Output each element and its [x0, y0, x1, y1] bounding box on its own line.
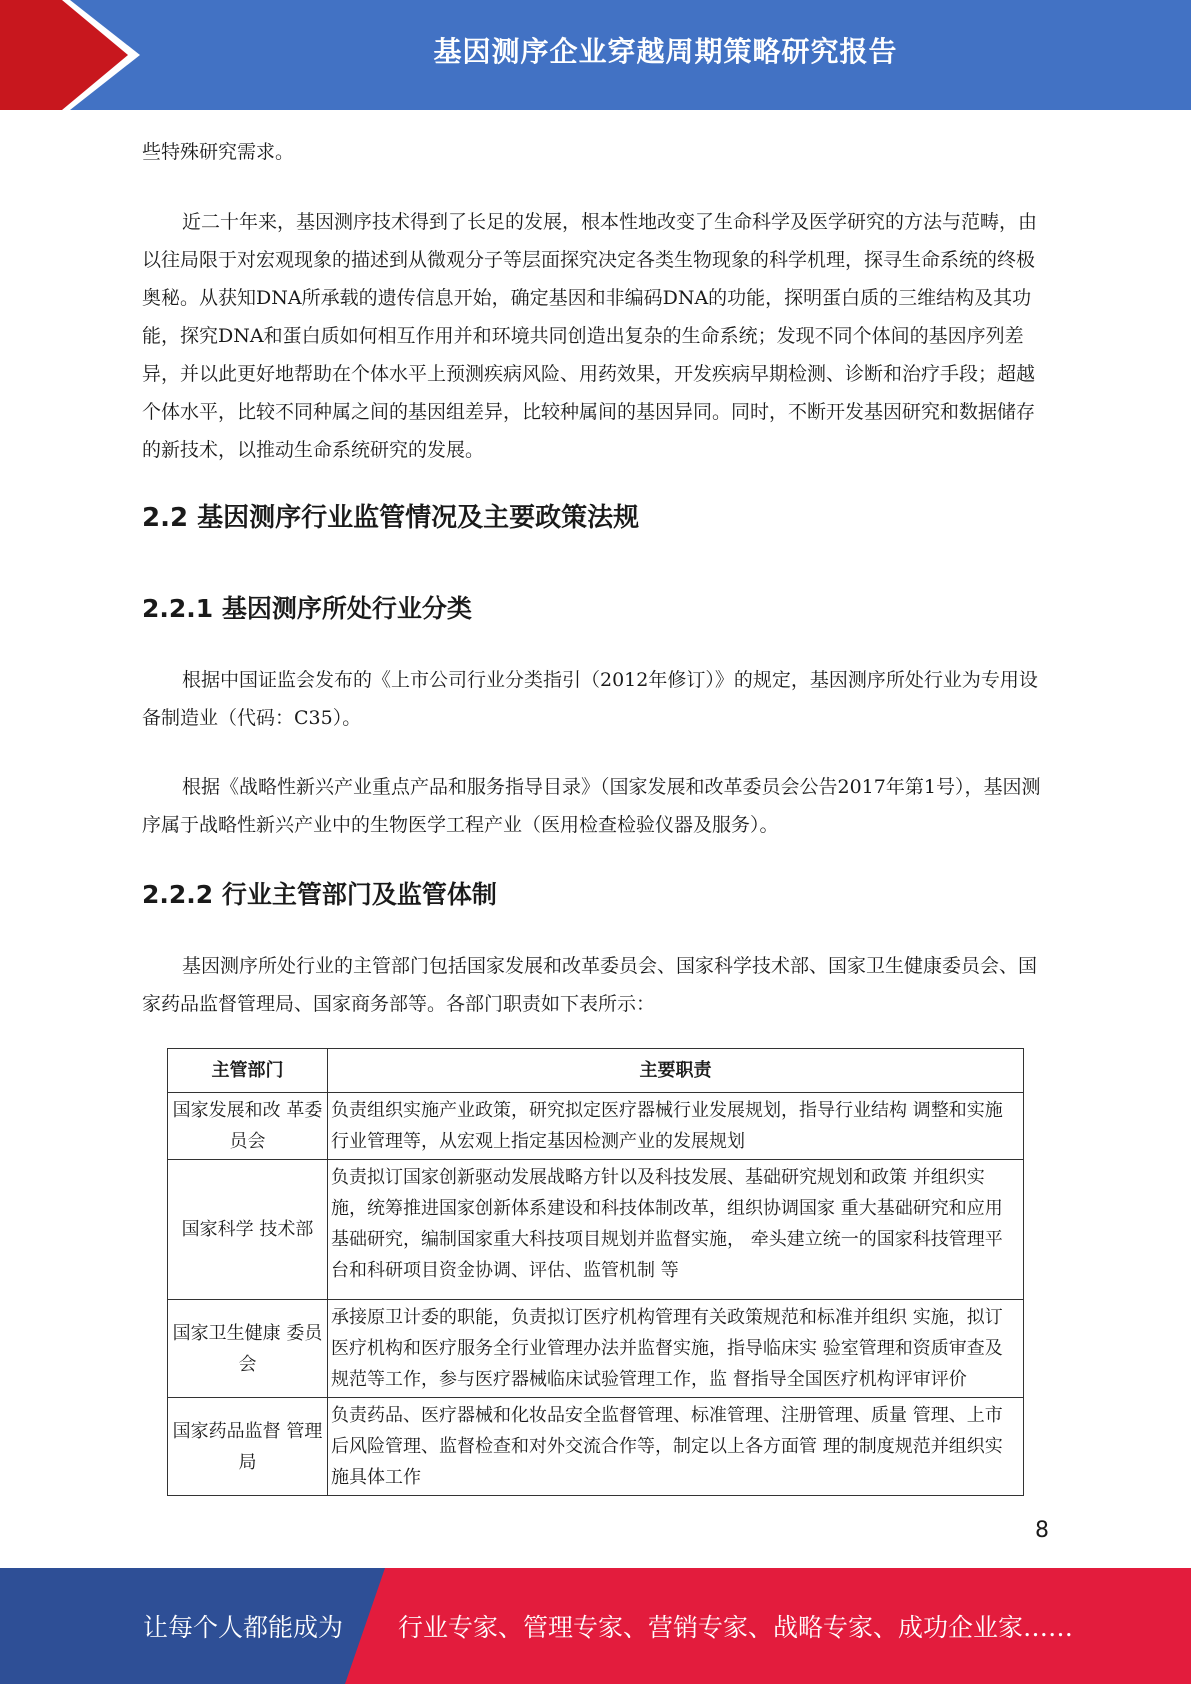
table-cell-dept: 国家卫生健康 委员会: [168, 1300, 328, 1398]
table-cell-dept: 国家发展和改 革委员会: [168, 1093, 328, 1160]
regulator-table: [167, 1048, 1024, 1496]
body-text-classification: [142, 661, 1047, 737]
section-heading-2-2-2: 2.2.2 行业主管部门及监管体制: [142, 880, 497, 909]
paragraph: 些特殊研究需求。: [142, 141, 295, 163]
table-row: [168, 1160, 1024, 1300]
table-row: [168, 1093, 1024, 1160]
table-cell-duty: 负责拟订国家创新驱动发展战略方针以及科技发展、基础研究规划和政策 并组织实施，统筹推进国家创新体系建设和科技体制改革，组织协调国家 重大基础研究和应用基础研究，编制国家重大科技项目规划并监督实施， 牵头建立统一的国家科技管理平台和科研项目资金协调、评估、监管机制 等: [328, 1160, 1024, 1300]
paragraph: 根据《战略性新兴产业重点产品和服务指导目录》（国家发展和改革委员会公告2017年第1号），基因测序属于战略性新兴产业中的生物医学工程产业（医用检查检验仪器及服务）。: [142, 776, 1041, 836]
table-cell-dept: 国家科学 技术部: [168, 1160, 328, 1300]
section-heading-2-2-1: 2.2.1 基因测序所处行业分类: [142, 594, 472, 623]
header-arrow-logo: [0, 0, 160, 110]
page-header: [0, 0, 1191, 110]
body-text-catalog: [142, 768, 1047, 844]
paragraph: 根据中国证监会发布的《上市公司行业分类指引（2012年修订）》的规定，基因测序所处行业为专用设备制造业（代码：C35）。: [142, 669, 1038, 729]
section-heading-2-2: 2.2 基因测序行业监管情况及主要政策法规: [142, 503, 640, 533]
body-text-top: [142, 133, 1047, 171]
table-row: [168, 1300, 1024, 1398]
table-cell-duty: 负责药品、医疗器械和化妆品安全监督管理、标准管理、注册管理、质量 管理、上市后风险管理、监督检查和对外交流合作等，制定以上各方面管 理的制度规范并组织实施具体工作: [328, 1398, 1024, 1496]
page-number: 8: [1035, 1518, 1049, 1543]
body-text-departments: [142, 947, 1047, 1023]
table-cell-dept: 国家药品监督 管理局: [168, 1398, 328, 1496]
paragraph: 近二十年来，基因测序技术得到了长足的发展，根本性地改变了生命科学及医学研究的方法与范畴，由以往局限于对宏观现象的描述到从微观分子等层面探究决定各类生物现象的科学机理，探寻生命系统的终极奥秘。从获知DNA所承载的遗传信息开始，确定基因和非编码DNA的功能，探明蛋白质的三维结构及其功能，探究DNA和蛋白质如何相互作用并和环境共同创造出复杂的生命系统；发现不同个体间的基因序列差异，并以此更好地帮助在个体水平上预测疾病风险、用药效果，开发疾病早期检测、诊断和治疗手段；超越个体水平，比较不同种属之间的基因组差异，比较种属间的基因异同。同时，不断开发基因研究和数据储存的新技术，以推动生命系统研究的发展。: [142, 211, 1038, 461]
footer-slogan-left: 让每个人都能成为: [143, 1613, 344, 1642]
table-header-row: [168, 1049, 1024, 1093]
table-header-cell: 主要职责: [328, 1049, 1024, 1093]
table-header-cell: 主管部门: [168, 1049, 328, 1093]
footer-slogan-right: 行业专家、管理专家、营销专家、战略专家、成功企业家……: [398, 1613, 1074, 1642]
table-cell-duty: 负责组织实施产业政策，研究拟定医疗器械行业发展规划，指导行业结构 调整和实施行业管理等，从宏观上指定基因检测产业的发展规划: [328, 1093, 1024, 1160]
paragraph: 基因测序所处行业的主管部门包括国家发展和改革委员会、国家科学技术部、国家卫生健康委员会、国家药品监督管理局、国家商务部等。各部门职责如下表所示：: [142, 955, 1038, 1015]
table-row: [168, 1398, 1024, 1496]
page-footer: [0, 1568, 1191, 1684]
report-title: 基因测序企业穿越周期策略研究报告: [433, 35, 898, 68]
body-text-intro: [142, 203, 1047, 469]
table-cell-duty: 承接原卫计委的职能，负责拟订医疗机构管理有关政策规范和标准并组织 实施，拟订医疗机构和医疗服务全行业管理办法并监督实施，指导临床实 验室管理和资质审查及规范等工作，参与医疗器械临床试验管理工作，监 督指导全国医疗机构评审评价: [328, 1300, 1024, 1398]
